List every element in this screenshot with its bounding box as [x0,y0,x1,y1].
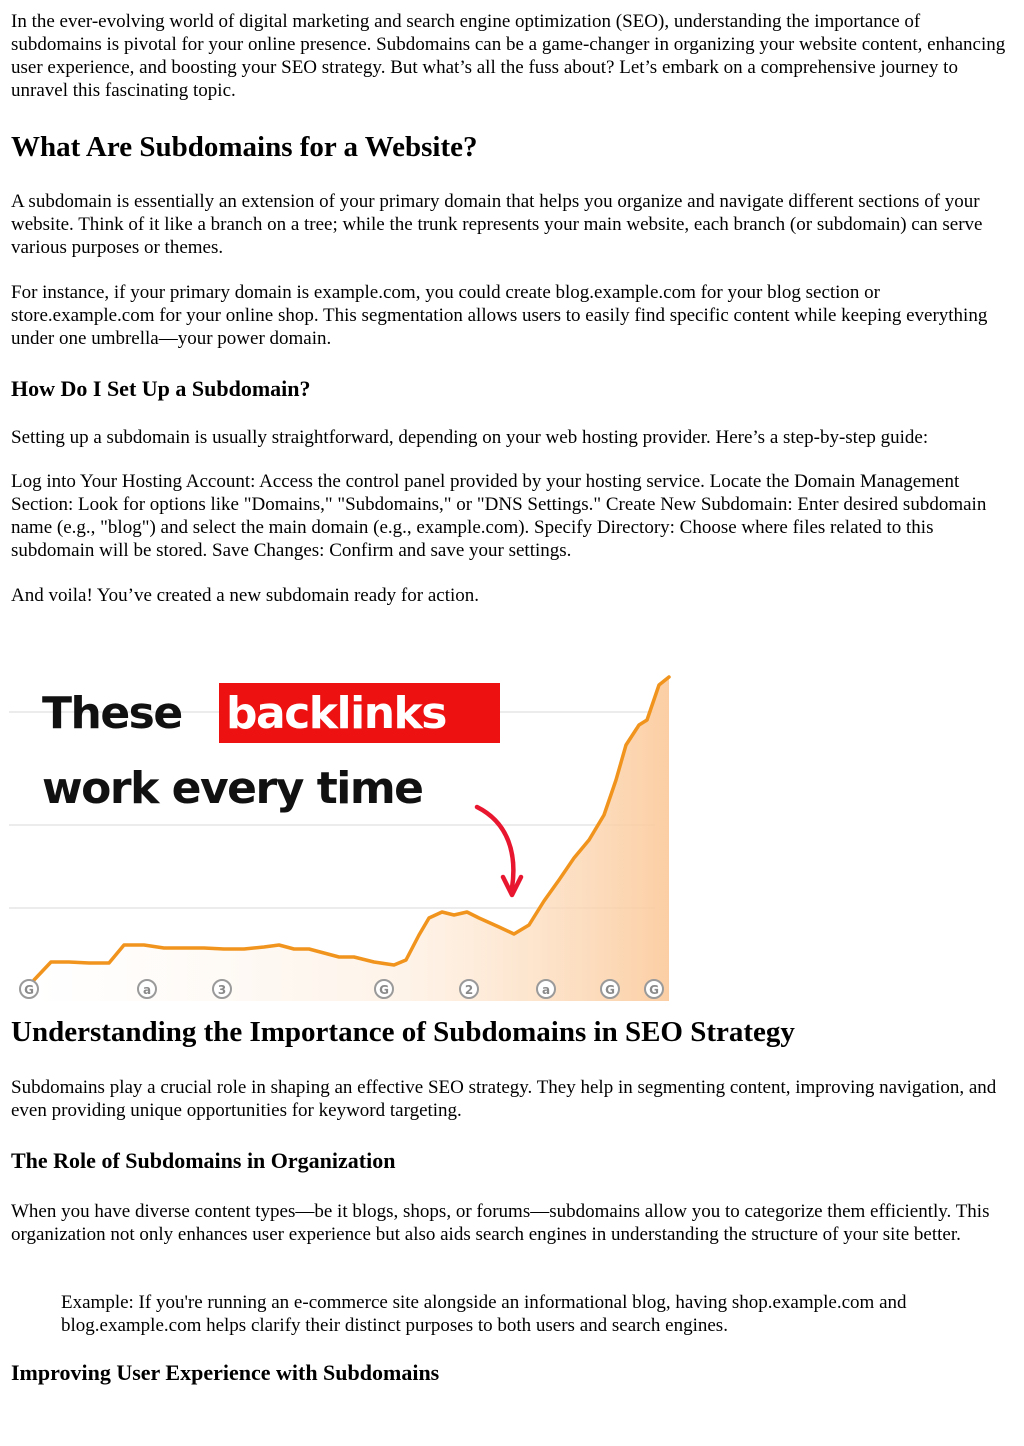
backlinks-graph [9,625,659,1001]
timeline-marker-label: a [541,983,551,997]
heading-importance-of-subdomains: Understanding the Importance of Subdomains in SEO Strategy [11,1016,795,1048]
example-quote: Example: If you're running an e-commerce site alongside an informational blog, having shop.example.com and blog.example.com helps clarify their distinct purposes to both users and search engines. [61,1292,907,1336]
heading-what-are-subdomains: What Are Subdomains for a Website? [11,131,478,163]
figure-title-highlight: backlinks [226,688,446,739]
timeline-marker-label: G [605,983,615,997]
heading-user-experience: Improving User Experience with Subdomains [11,1360,440,1385]
heading-how-to-set-up: How Do I Set Up a Subdomain? [11,376,311,401]
timeline-marker-label: G [24,983,34,997]
timeline-marker-label: G [379,983,389,997]
figure-title-word: These [42,688,182,739]
paragraph-subdomain-example: For instance, if your primary domain is example.com, you could create blog.example.com for your blog section or store.example.com for your online shop. This segmentation allows users to easily find specific content while keeping everything under one umbrella—your power domain. [11,282,988,349]
paragraph-importance: Subdomains play a crucial role in shaping an effective SEO strategy. They help in segmenting content, improving navigation, and even providing unique opportunities for keyword targeting. [11,1077,997,1121]
timeline-marker-label: a [142,983,152,997]
paragraph-subdomain-definition: A subdomain is essentially an extension of your primary domain that helps you organize and navigate different sections of your website. Think of it like a branch on a tree; while the trunk represents your main website, each branch (or subdomain) can serve various purposes or themes. [11,191,983,258]
paragraph-setup-done: And voila! You’ve created a new subdomain ready for action. [11,585,479,606]
intro-paragraph: In the ever-evolving world of digital marketing and search engine optimization (SEO), understanding the importance of subdomains is pivotal for your online presence. Subdomains can be a game-changer in organizing your website content, enhancing user experience, and boosting your SEO strategy. But what’s all the fuss about? Let’s embark on a comprehensive journey to unravel this fascinating topic. [11,11,1006,101]
heading-role-in-organization: The Role of Subdomains in Organization [11,1148,396,1173]
timeline-marker-label: 2 [464,983,474,997]
timeline-marker-label: 3 [217,983,227,997]
paragraph-role: When you have diverse content types—be it blogs, shops, or forums—subdomains allow you to categorize them efficiently. This organization not only enhances user experience but also aids search engines in understanding the structure of your site better. [11,1201,990,1245]
timeline-marker-label: G [649,983,659,997]
figure-title-line2: work every time [42,763,423,814]
paragraph-setup-intro: Setting up a subdomain is usually straightforward, depending on your web hosting provider. Here’s a step-by-step guide: [11,427,929,448]
backlinks-growth-image [9,625,659,1001]
paragraph-setup-steps: Log into Your Hosting Account: Access the control panel provided by your hosting service. Locate the Domain Management Section: Look for options like "Domains," "Subdomains," or "DNS Settings." Create New Subdomain: Enter desired subdomain name (e.g., "blog") and select the main domain (e.g., example.com). Specify Directory: Choose where files related to this subdomain will be stored. Save Changes: Confirm and save your settings. [11,471,987,561]
